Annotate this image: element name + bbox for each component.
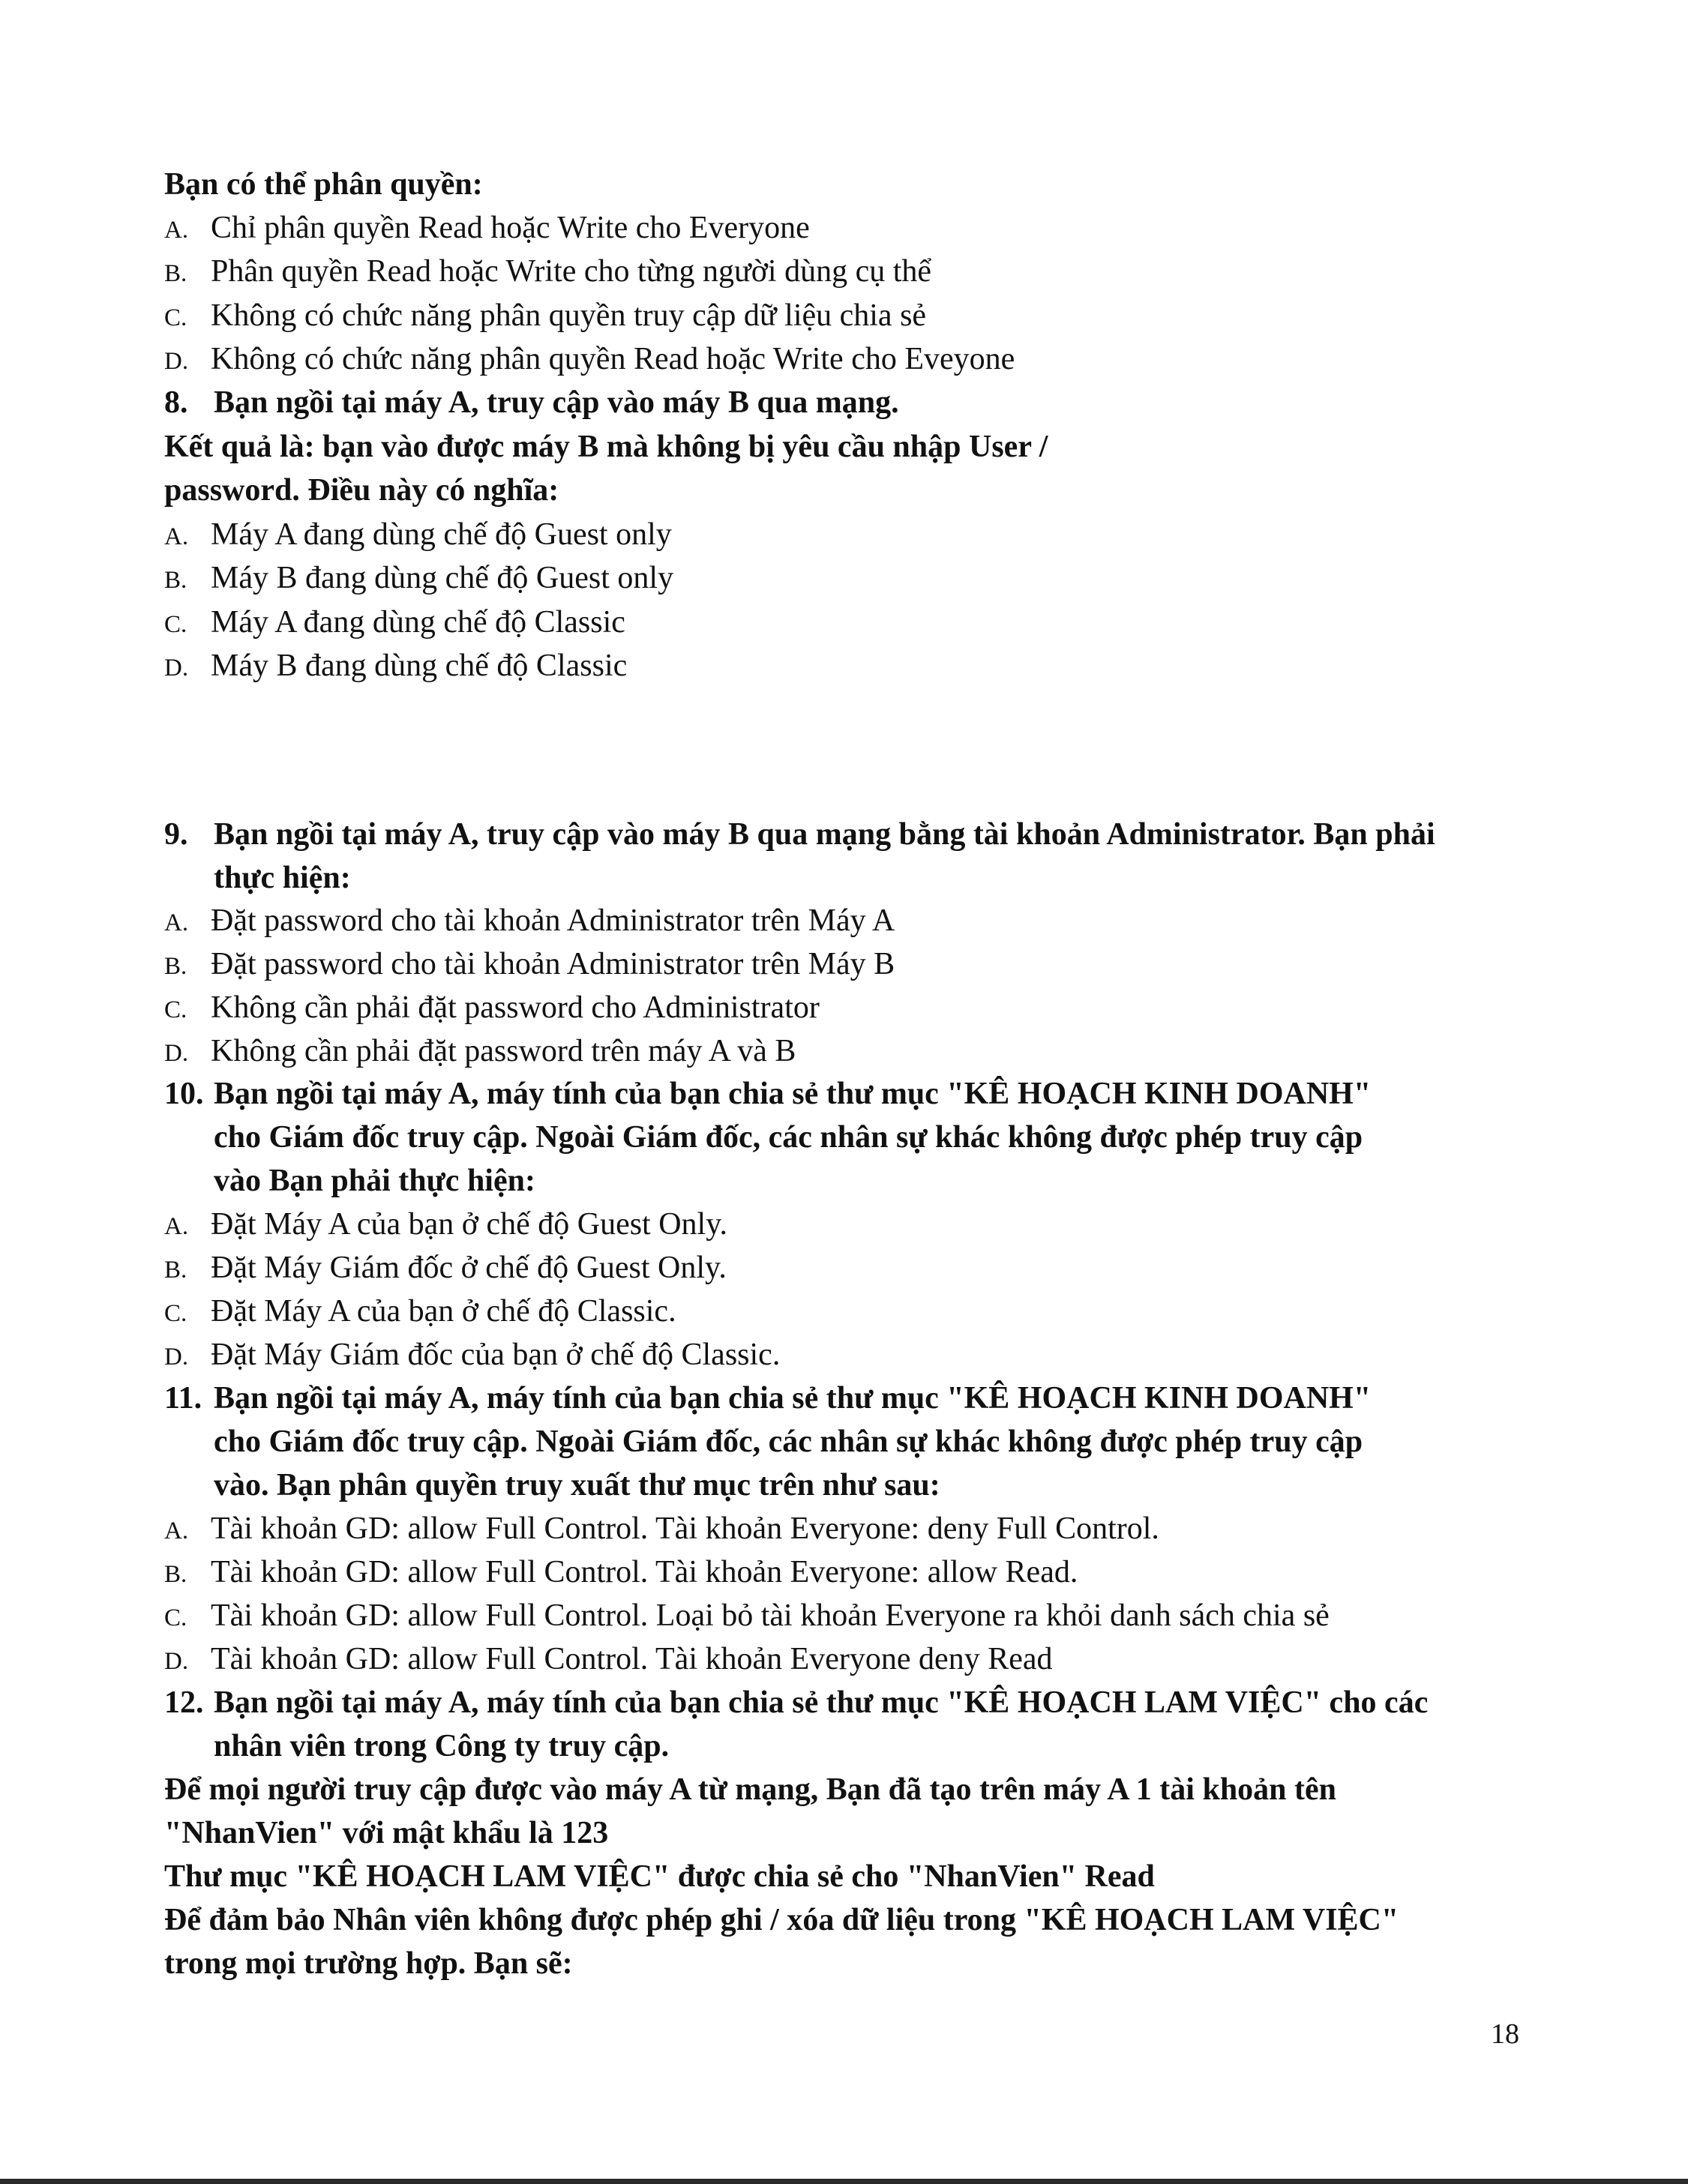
option-text: Máy B đang dùng chế độ Guest only <box>211 561 674 595</box>
q8-option-c <box>164 604 625 643</box>
option-letter: D. <box>164 655 189 682</box>
q10-line-3: vào Bạn phải thực hiện: <box>214 1164 535 1198</box>
option-letter: D. <box>164 1648 189 1675</box>
q10-line-1 <box>164 1075 1371 1113</box>
q10-line-2: cho Giám đốc truy cập. Ngoài Giám đốc, các nhân sự khác không được phép truy cập <box>214 1120 1363 1155</box>
option-text: Tài khoản GD: allow Full Control. Tài khoản Everyone deny Read <box>211 1642 1053 1676</box>
option-letter: A. <box>164 909 189 936</box>
question-text: Bạn ngồi tại máy A, máy tính của bạn chia sẻ thư mục "KÊ HOẠCH LAM VIỆC" cho các <box>214 1685 1429 1720</box>
q8-line-1 <box>164 384 899 421</box>
question-text: Bạn ngồi tại máy A, máy tính của bạn chia sẻ thư mục "KÊ HOẠCH KINH DOANH" <box>214 1077 1372 1111</box>
question-number: 8. <box>164 385 188 420</box>
option-letter: B. <box>164 953 187 980</box>
q8-option-a <box>164 516 672 556</box>
option-letter: C. <box>164 611 187 638</box>
option-text: Đặt Máy A của bạn ở chế độ Guest Only. <box>211 1207 728 1242</box>
option-letter: A. <box>164 1517 189 1544</box>
q10-option-b <box>164 1249 727 1289</box>
q12-line-1 <box>164 1684 1428 1721</box>
intro-option-c <box>164 297 926 337</box>
option-text: Máy B đang dùng chế độ Classic <box>211 649 628 683</box>
question-number: 12. <box>164 1685 204 1720</box>
q10-option-d <box>164 1336 780 1376</box>
option-letter: D. <box>164 1040 189 1067</box>
question-number: 11. <box>164 1381 202 1416</box>
option-text: Đặt Máy Giám đốc của bạn ở chế độ Classic. <box>211 1338 781 1372</box>
option-letter: D. <box>164 348 189 375</box>
question-number: 9. <box>164 817 188 852</box>
q11-line-3: vào. Bạn phân quyền truy xuất thư mục trên như sau: <box>214 1468 940 1502</box>
option-letter: B. <box>164 1561 187 1588</box>
q11-option-d <box>164 1640 1053 1680</box>
q12-line-7: trong mọi trường hợp. Bạn sẽ: <box>164 1946 573 1981</box>
q11-line-2: cho Giám đốc truy cập. Ngoài Giám đốc, các nhân sự khác không được phép truy cập <box>214 1425 1363 1459</box>
option-letter: D. <box>164 1344 189 1371</box>
option-text: Đặt password cho tài khoản Administrator trên Máy B <box>211 947 895 981</box>
intro-option-a <box>164 209 810 249</box>
q9-line-1 <box>164 816 1435 853</box>
q8-line-3: password. Điều này có nghĩa: <box>164 473 559 508</box>
q8-option-d <box>164 647 627 687</box>
q9-option-c <box>164 989 820 1029</box>
q11-option-a <box>164 1510 1159 1550</box>
intro-heading: Bạn có thể phân quyền: <box>164 167 483 202</box>
q12-line-3: Để mọi người truy cập được vào máy A từ mạng, Bạn đã tạo trên máy A 1 tài khoản tên <box>164 1772 1337 1807</box>
option-letter: B. <box>164 260 187 287</box>
q11-option-c <box>164 1597 1330 1637</box>
option-text: Không cần phải đặt password cho Administrator <box>211 990 820 1025</box>
option-text: Đặt password cho tài khoản Administrator trên Máy A <box>211 903 895 938</box>
q9-option-b <box>164 945 895 985</box>
intro-option-d <box>164 340 1015 380</box>
q9-line-2: thực hiện: <box>214 861 351 895</box>
q10-option-c <box>164 1293 676 1332</box>
bottom-divider <box>0 2179 1688 2184</box>
option-letter: B. <box>164 1257 187 1284</box>
q11-line-1 <box>164 1380 1371 1417</box>
option-text: Đặt Máy Giám đốc ở chế độ Guest Only. <box>211 1251 727 1285</box>
option-text: Máy A đang dùng chế độ Guest only <box>211 517 672 552</box>
option-letter: A. <box>164 217 189 244</box>
option-text: Máy A đang dùng chế độ Classic <box>211 605 625 640</box>
option-text: Không cần phải đặt password trên máy A và B <box>211 1034 796 1068</box>
option-letter: B. <box>164 567 187 594</box>
q12-line-4: "NhanVien" với mật khẩu là 123 <box>164 1816 609 1850</box>
option-text: Phân quyền Read hoặc Write cho từng người dùng cụ thể <box>211 254 932 289</box>
q10-option-a <box>164 1206 727 1245</box>
q11-option-b <box>164 1553 1078 1593</box>
question-text: Bạn ngồi tại máy A, truy cập vào máy B qua mạng bằng tài khoản Administrator. Bạn phải <box>214 817 1435 852</box>
q9-option-a <box>164 902 895 942</box>
page-number: 18 <box>1491 2018 1519 2050</box>
option-text: Tài khoản GD: allow Full Control. Tài khoản Everyone: deny Full Control. <box>211 1511 1159 1546</box>
option-letter: A. <box>164 1213 189 1240</box>
option-text: Không có chức năng phân quyền truy cập dữ liệu chia sẻ <box>211 298 927 333</box>
q9-option-d <box>164 1032 796 1072</box>
option-letter: C. <box>164 1604 187 1631</box>
q8-option-b <box>164 559 673 599</box>
option-text: Không có chức năng phân quyền Read hoặc Write cho Eveyone <box>211 342 1015 376</box>
question-text: Bạn ngồi tại máy A, máy tính của bạn chia sẻ thư mục "KÊ HOẠCH KINH DOANH" <box>214 1381 1372 1416</box>
q12-line-5: Thư mục "KÊ HOẠCH LAM VIỆC" được chia sẻ cho "NhanVien" Read <box>164 1859 1155 1894</box>
option-text: Đặt Máy A của bạn ở chế độ Classic. <box>211 1294 676 1329</box>
option-letter: C. <box>164 1300 187 1327</box>
q12-line-6: Để đảm bảo Nhân viên không được phép ghi / xóa dữ liệu trong "KÊ HOẠCH LAM VIỆC" <box>164 1903 1399 1937</box>
option-letter: C. <box>164 996 187 1023</box>
q12-line-2: nhân viên trong Công ty truy cập. <box>214 1729 670 1763</box>
q8-line-2: Kết quả là: bạn vào được máy B mà không bị yêu cầu nhập User / <box>164 430 1048 464</box>
intro-option-b <box>164 253 931 292</box>
option-letter: C. <box>164 304 187 331</box>
option-text: Tài khoản GD: allow Full Control. Tài khoản Everyone: allow Read. <box>211 1555 1078 1589</box>
option-letter: A. <box>164 523 189 550</box>
option-text: Chỉ phân quyền Read hoặc Write cho Everyone <box>211 211 810 245</box>
question-text: Bạn ngồi tại máy A, truy cập vào máy B qua mạng. <box>214 385 899 420</box>
question-number: 10. <box>164 1077 204 1111</box>
option-text: Tài khoản GD: allow Full Control. Loại bỏ tài khoản Everyone ra khỏi danh sách chia sẻ <box>211 1598 1330 1633</box>
